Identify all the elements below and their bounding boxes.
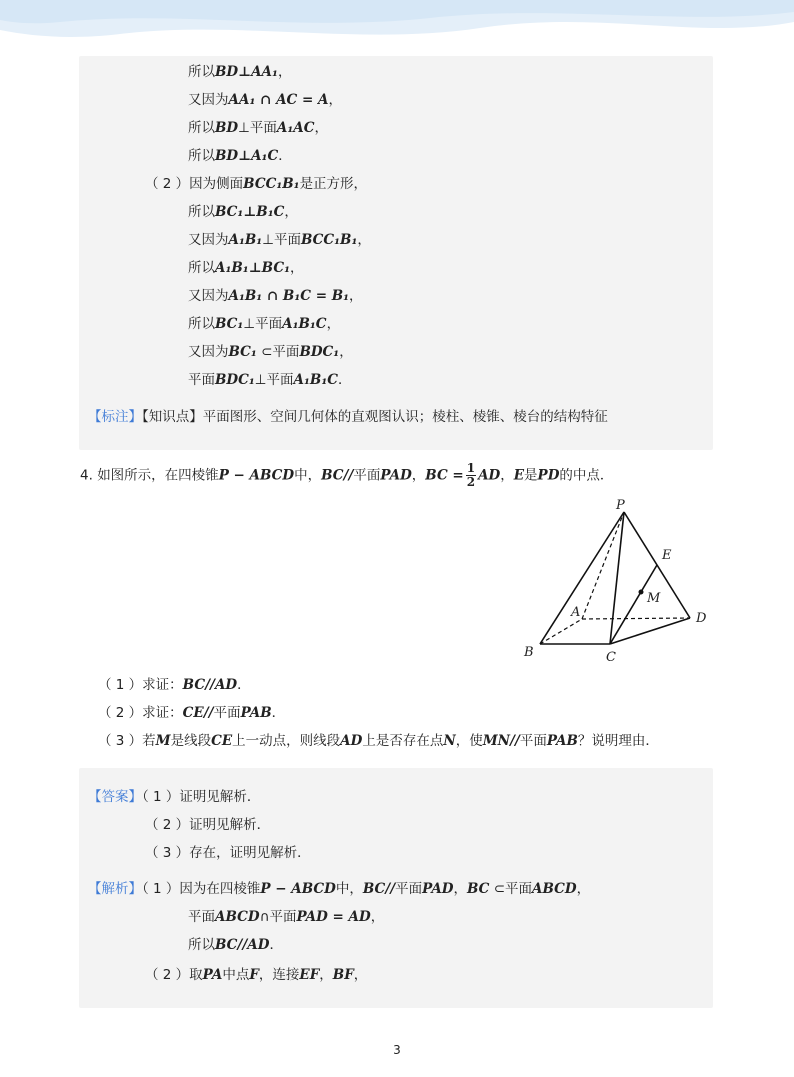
label-c: C: [606, 650, 616, 665]
step-line: （ 2 ）因为侧面BCC₁B₁是正方形，: [145, 176, 368, 192]
step-line: 所以BD⊥AA₁，: [188, 64, 292, 80]
step-line: 平面BDC₁⊥平面A₁B₁C．: [188, 372, 352, 388]
answer-line: 【答案】（ 1 ）证明见解析．: [88, 789, 261, 805]
analysis-tag: 【解析】: [88, 881, 142, 897]
step-line: 所以BD⊥平面A₁AC，: [188, 120, 328, 136]
answer-tag: 【答案】: [88, 789, 142, 805]
note-line: 【标注】【知识点】平面图形、空间几何体的直观图认识；棱柱、棱锥、棱台的结构特征: [88, 409, 608, 425]
solution-box-continued: [79, 56, 713, 450]
step-line: 所以BC₁⊥B₁C，: [188, 204, 298, 220]
page-number: 3: [393, 1043, 401, 1057]
label-a: A: [571, 605, 581, 620]
step-line: 又因为AA₁ ∩ AC = A，: [188, 92, 342, 108]
analysis-line: （ 2 ）取PA中点F，连接EF，BF，: [145, 967, 368, 983]
label-d: D: [696, 611, 707, 626]
sub-question-3: （ 3 ）若M是线段CE上一动点，则线段AD上是否存在点N，使MN//平面PAB？说明理由．: [98, 733, 659, 749]
step-line: 又因为BC₁ ⊂平面BDC₁，: [188, 344, 353, 360]
step-line: 又因为A₁B₁ ∩ B₁C = B₁，: [188, 288, 363, 304]
label-e: E: [662, 548, 672, 563]
step-line: 所以BC₁⊥平面A₁B₁C，: [188, 316, 341, 332]
step-line: 所以A₁B₁⊥BC₁，: [188, 260, 304, 276]
label-p: P: [616, 498, 625, 513]
sub-question-1: （ 1 ）求证：BC//AD．: [98, 677, 251, 693]
answer-line: （ 2 ）证明见解析．: [145, 817, 271, 833]
point-m-dot: [639, 590, 644, 595]
step-line: 又因为A₁B₁⊥平面BCC₁B₁，: [188, 232, 371, 248]
fraction: $\frac{1}{2}$: [466, 461, 476, 489]
note-tag: 【标注】: [88, 409, 142, 425]
analysis-line: 【解析】（ 1 ）因为在四棱锥P − ABCD中，BC//平面PAD，BC ⊂平面ABCD，: [88, 881, 591, 897]
analysis-line: 平面ABCD∩平面PAD = AD，: [188, 909, 385, 925]
header-wave-decoration: [0, 0, 794, 60]
sub-question-2: （ 2 ）求证：CE//平面PAB．: [98, 705, 286, 721]
question-stem: 4. 如图所示，在四棱锥P − ABCD中，BC//平面PAD，BC = $\frac{1}{2}$ AD，E是PD的中点．: [80, 461, 614, 489]
step-line: 所以BD⊥A₁C．: [188, 148, 292, 164]
label-b: B: [524, 645, 534, 660]
answer-line: （ 3 ）存在，证明见解析．: [145, 845, 311, 861]
analysis-line: 所以BC//AD．: [188, 937, 283, 953]
label-m: M: [647, 591, 661, 606]
pyramid-figure: [518, 495, 718, 670]
